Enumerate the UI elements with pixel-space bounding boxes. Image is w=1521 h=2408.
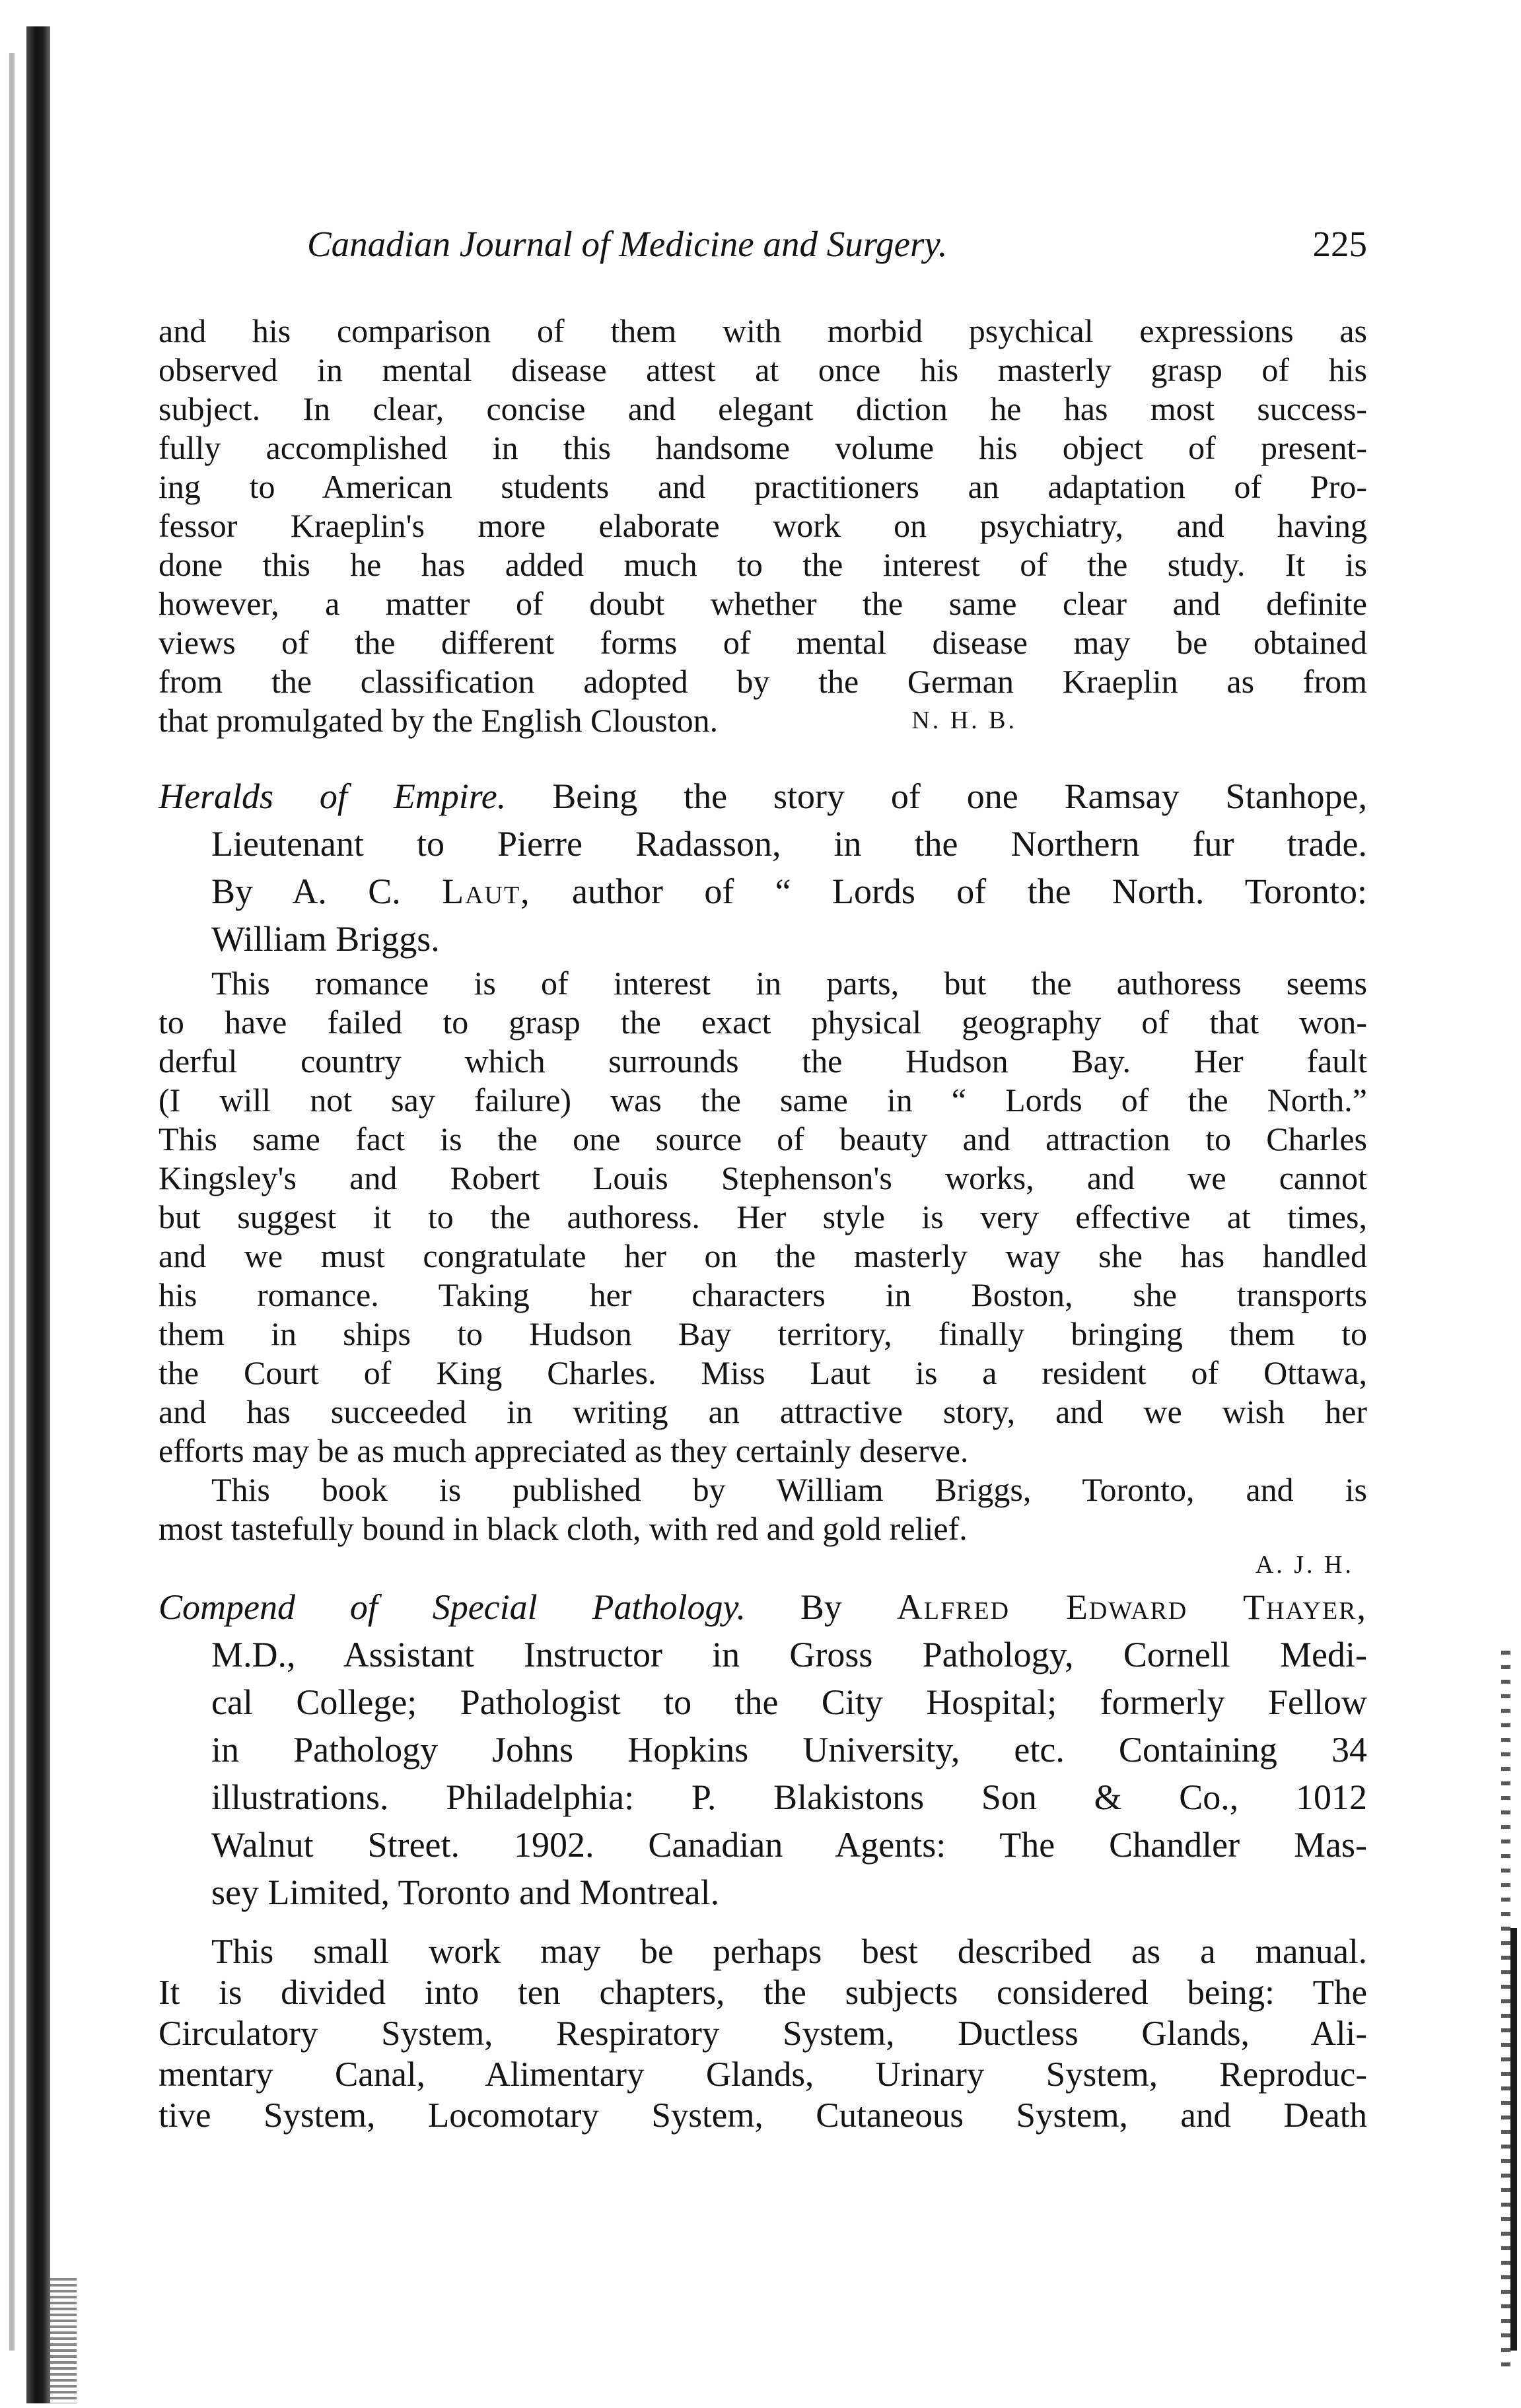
text-line: It is divided into ten chapters, the subjects considered being: The [159,1974,1367,2012]
text-line: Kingsley's and Robert Louis Stephenson's works, and we cannot [159,1159,1367,1196]
text-line: mentary Canal, Alimentary Glands, Urinary System, Reproduc- [159,2055,1367,2094]
author-name: Laut, [442,872,531,911]
heading-line: Walnut Street. 1902. Canadian Agents: The Chandler Mas- [211,1825,1367,1865]
text-line: This small work may be perhaps best described as a manual. [211,1933,1367,1971]
text-line: Circulatory System, Respiratory System, Ductless Glands, Ali- [159,2014,1367,2053]
book-title: Heralds of Empire. [159,776,507,816]
binding-shadow-main [26,26,50,2403]
text-line: his romance. Taking her characters in Boston, she transports [159,1276,1367,1313]
heading-line: William Briggs. [211,919,440,959]
reviewer-signature: N. H. B. [911,706,1017,734]
text-line: most tastefully bound in black cloth, with red and gold relief. [159,1510,968,1547]
text-line: subject. In clear, concise and elegant diction he has most success- [159,390,1367,427]
review-body-heralds [159,964,1367,1581]
text-line: however, a matter of doubt whether the same clear and definite [159,585,1367,622]
reviewer-signature: A. J. H. [1255,1551,1354,1579]
right-edge-artifacts [1481,1651,1521,2377]
heading-line: illustrations. Philadelphia: P. Blakistons Son & Co., 1012 [211,1777,1367,1817]
text-line: This book is published by William Briggs, Toronto, and is [211,1471,1367,1508]
text-line: ing to American students and practitioners an adaptation of Pro- [159,468,1367,505]
text-line: efforts may be as much appreciated as they certainly deserve. [159,1432,969,1469]
review-body-compend [159,1931,1367,2136]
journal-title: Canadian Journal of Medicine and Surgery. [307,224,948,264]
text-line: done this he has added much to the interest of the study. It is [159,546,1367,583]
text-line: and has succeeded in writing an attractive story, and we wish her [159,1393,1367,1430]
running-head [159,221,1367,267]
text-line: This same fact is the one source of beauty and attraction to Charles [159,1120,1367,1157]
text-line: views of the different forms of mental disease may be obtained [159,624,1367,661]
heading-line: M.D., Assistant Instructor in Gross Pathology, Cornell Medi- [211,1635,1367,1674]
heading-line [159,1583,1367,1631]
page-number: 225 [1312,224,1367,264]
heading-line [159,868,1367,915]
right-edge-speckle [1501,1651,1510,2377]
text-line: fessor Kraeplin's more elaborate work on psychiatry, and having [159,507,1367,544]
heading-by: By A. C. [211,872,401,911]
text-line: (I will not say failure) was the same in “ Lords of the North.” [159,1082,1367,1118]
binding-shadow-tail [50,2278,77,2403]
heading-by: By [800,1587,842,1627]
binding-shadow [0,0,79,2408]
heading-line: Lieutenant to Pierre Radasson, in the Northern fur trade. [211,824,1367,864]
right-edge-strip [1510,1928,1517,2351]
text-line: and his comparison of them with morbid psychical expressions as [159,312,1367,349]
text-line: derful country which surrounds the Hudson Bay. Her fault [159,1043,1367,1080]
binding-shadow-thin [9,53,15,2351]
heading-text: author of “ Lords of the North. Toronto: [572,872,1367,911]
heading-line: cal College; Pathologist to the City Hospital; formerly Fellow [211,1682,1367,1722]
text-line [159,701,1367,740]
text-line: to have failed to grasp the exact physical geography of that won- [159,1004,1367,1041]
heading-line [159,773,1367,820]
text-line: from the classification adopted by the German Kraeplin as from [159,663,1367,700]
text-line: tive System, Locomotary System, Cutaneous System, and Death [159,2096,1367,2135]
heading-line: in Pathology Johns Hopkins University, etc. Containing 34 [211,1730,1367,1770]
text-line: but suggest it to the authoress. Her style is very effective at times, [159,1198,1367,1235]
text-line: and we must congratulate her on the masterly way she has handled [159,1237,1367,1274]
last-line-text: that promulgated by the English Clouston. [159,702,719,739]
text-line: the Court of King Charles. Miss Laut is a resident of Ottawa, [159,1354,1367,1391]
book-heading-heralds [159,773,1367,963]
heading-text: Being the story of one Ramsay Stanhope, [552,776,1368,816]
text-line: them in ships to Hudson Bay territory, finally bringing them to [159,1315,1367,1352]
text-line: observed in mental disease attest at once his masterly grasp of his [159,351,1367,388]
author-name: Alfred Edward Thayer, [896,1587,1368,1627]
book-heading-compend [159,1583,1367,1916]
heading-line: sey Limited, Toronto and Montreal. [211,1873,720,1912]
review-continuation [159,312,1367,740]
text-line: This romance is of interest in parts, but the authoress seems [211,965,1367,1002]
book-title: Compend of Special Pathology. [159,1587,746,1627]
text-line: fully accomplished in this handsome volume his object of present- [159,429,1367,466]
